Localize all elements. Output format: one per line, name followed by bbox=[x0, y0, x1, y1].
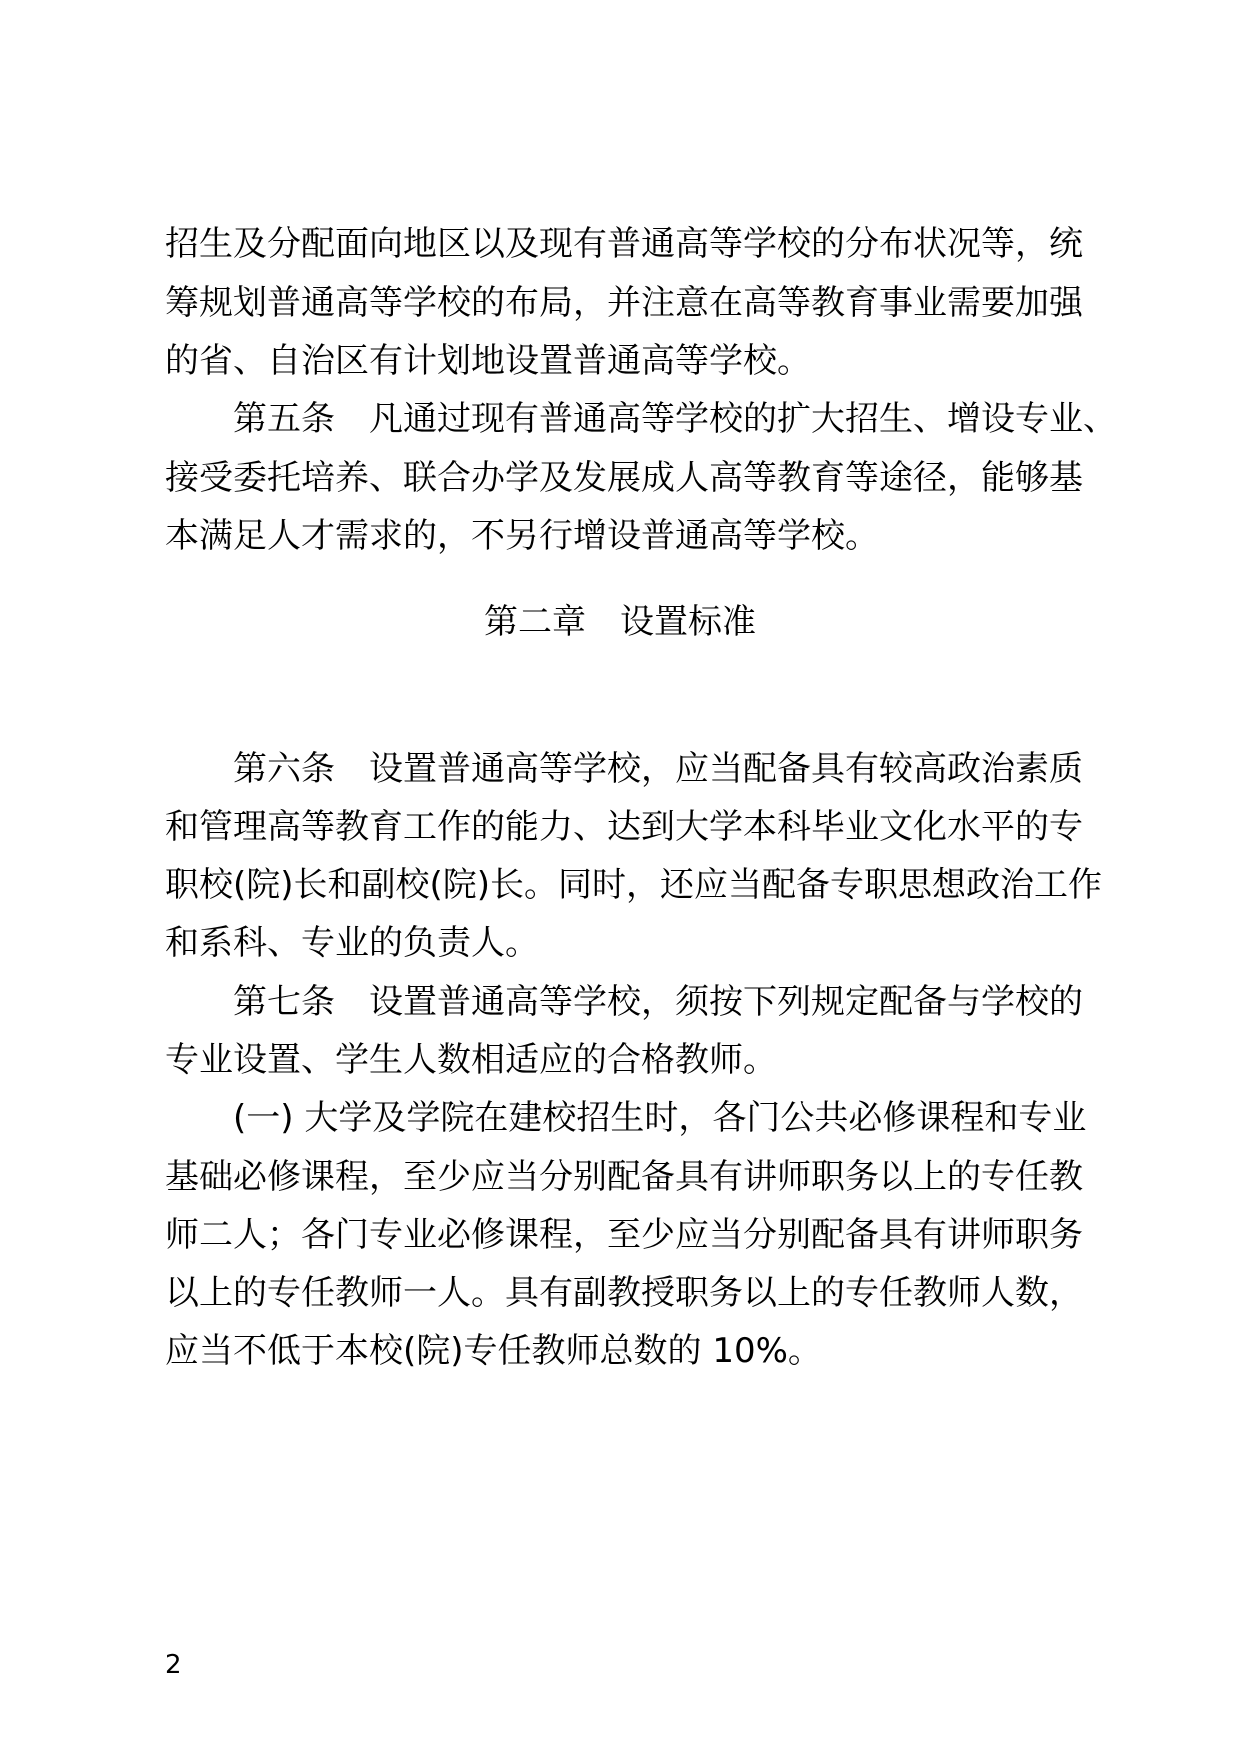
body-text-line: 筹规划普通高等学校的布局，并注意在高等教育事业需要加强 bbox=[165, 283, 1083, 323]
article-5-line: 第五条 凡通过现有普通高等学校的扩大招生、增设专业、 bbox=[233, 399, 1117, 439]
body-text-line: 接受委托培养、联合办学及发展成人高等教育等途径，能够基 bbox=[165, 458, 1083, 498]
page-number: 2 bbox=[165, 1650, 182, 1680]
body-text-line: 专业设置、学生人数相适应的合格教师。 bbox=[165, 1040, 777, 1080]
body-text-line: 本满足人才需求的，不另行增设普通高等学校。 bbox=[165, 516, 879, 556]
clause-1-line: (一) 大学及学院在建校招生时，各门公共必修课程和专业 bbox=[233, 1098, 1087, 1138]
article-7-line: 第七条 设置普通高等学校，须按下列规定配备与学校的 bbox=[233, 982, 1083, 1022]
body-text-line: 职校(院)长和副校(院)长。同时，还应当配备专职思想政治工作 bbox=[165, 865, 1103, 905]
body-text-line: 的省、自治区有计划地设置普通高等学校。 bbox=[165, 341, 811, 381]
body-text-line: 和管理高等教育工作的能力、达到大学本科毕业文化水平的专 bbox=[165, 807, 1083, 847]
body-text-line: 和系科、专业的负责人。 bbox=[165, 923, 539, 963]
body-text-line: 基础必修课程，至少应当分别配备具有讲师职务以上的专任教 bbox=[165, 1157, 1083, 1197]
body-text-line: 师二人；各门专业必修课程，至少应当分别配备具有讲师职务 bbox=[165, 1215, 1083, 1255]
article-6-line: 第六条 设置普通高等学校，应当配备具有较高政治素质 bbox=[233, 749, 1083, 789]
body-text-line: 以上的专任教师一人。具有副教授职务以上的专任教师人数， bbox=[165, 1273, 1083, 1313]
body-text-line: 应当不低于本校(院)专任教师总数的 10%。 bbox=[165, 1331, 822, 1371]
body-text-line: 招生及分配面向地区以及现有普通高等学校的分布状况等，统 bbox=[165, 224, 1083, 264]
chapter-heading: 第二章 设置标准 bbox=[484, 602, 756, 642]
